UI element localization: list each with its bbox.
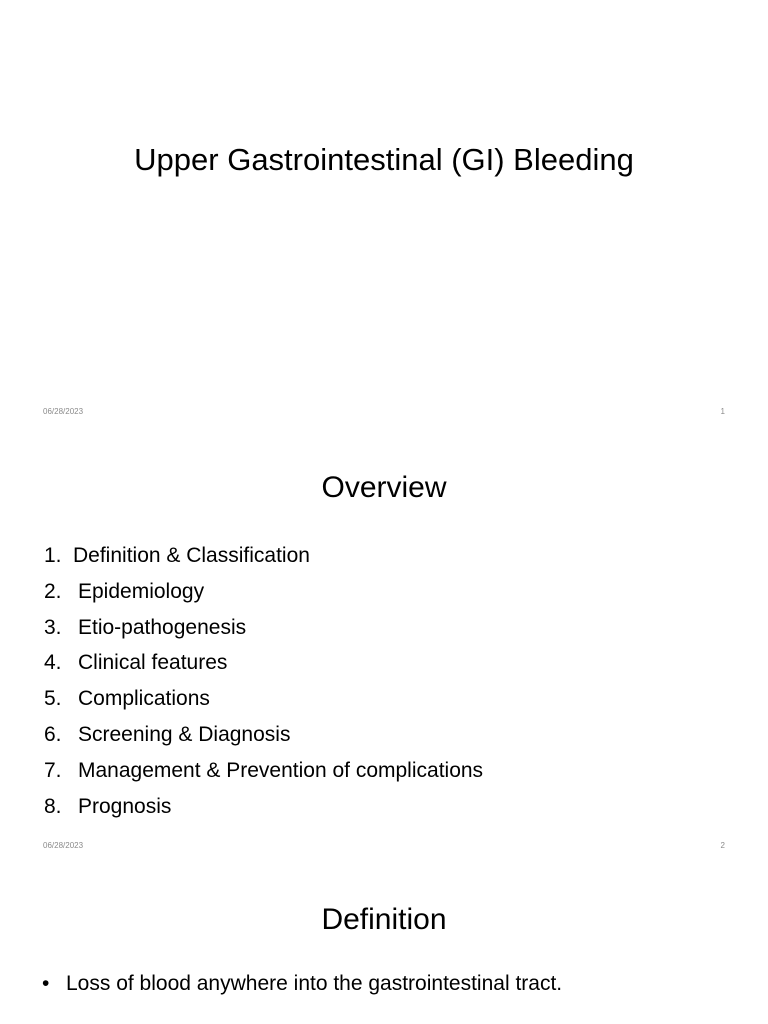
list-item-number: 6. <box>44 722 62 746</box>
list-item <box>42 969 562 999</box>
list-item-number: 5. <box>44 687 62 711</box>
slide-title: Definition <box>321 903 447 936</box>
list-item <box>44 681 483 717</box>
overview-list <box>44 538 483 824</box>
list-item-text: Screening & Diagnosis <box>78 722 291 746</box>
list-item <box>44 645 483 681</box>
list-item <box>44 610 483 646</box>
slide-2 <box>0 432 768 864</box>
page-number: 2 <box>720 841 725 850</box>
bullet-marker: • <box>42 972 50 995</box>
list-item <box>44 789 483 825</box>
slide-3 <box>0 864 768 1024</box>
bullet-list <box>42 969 562 999</box>
list-item-text: Management & Prevention of complications <box>78 758 484 782</box>
list-item-number: 3. <box>44 615 62 639</box>
list-item-number: 2. <box>44 579 62 603</box>
list-item-text: Clinical features <box>78 651 228 675</box>
list-item-text: Loss of blood anywhere into the gastrointestinal tract. <box>66 972 563 995</box>
list-item <box>44 717 483 753</box>
slide-title: Overview <box>321 471 447 504</box>
list-item-text: Complications <box>78 687 210 711</box>
slide-1 <box>0 0 768 432</box>
footer-date: 06/28/2023 <box>43 407 84 416</box>
list-item-text: Epidemiology <box>78 579 205 603</box>
list-item <box>44 574 483 610</box>
list-item-number: 1. <box>44 544 62 567</box>
list-item <box>44 538 483 574</box>
list-item-text: Etio-pathogenesis <box>78 615 247 639</box>
list-item-number: 4. <box>44 651 62 675</box>
slide-title: Upper Gastrointestinal (GI) Bleeding <box>134 142 634 177</box>
list-item-number: 7. <box>44 758 62 782</box>
footer-date: 06/28/2023 <box>43 841 84 850</box>
list-item-text: Prognosis <box>78 794 172 818</box>
list-item <box>44 753 483 789</box>
list-item-number: 8. <box>44 794 62 818</box>
page-number: 1 <box>720 407 725 416</box>
list-item-text: Definition & Classification <box>73 544 310 567</box>
